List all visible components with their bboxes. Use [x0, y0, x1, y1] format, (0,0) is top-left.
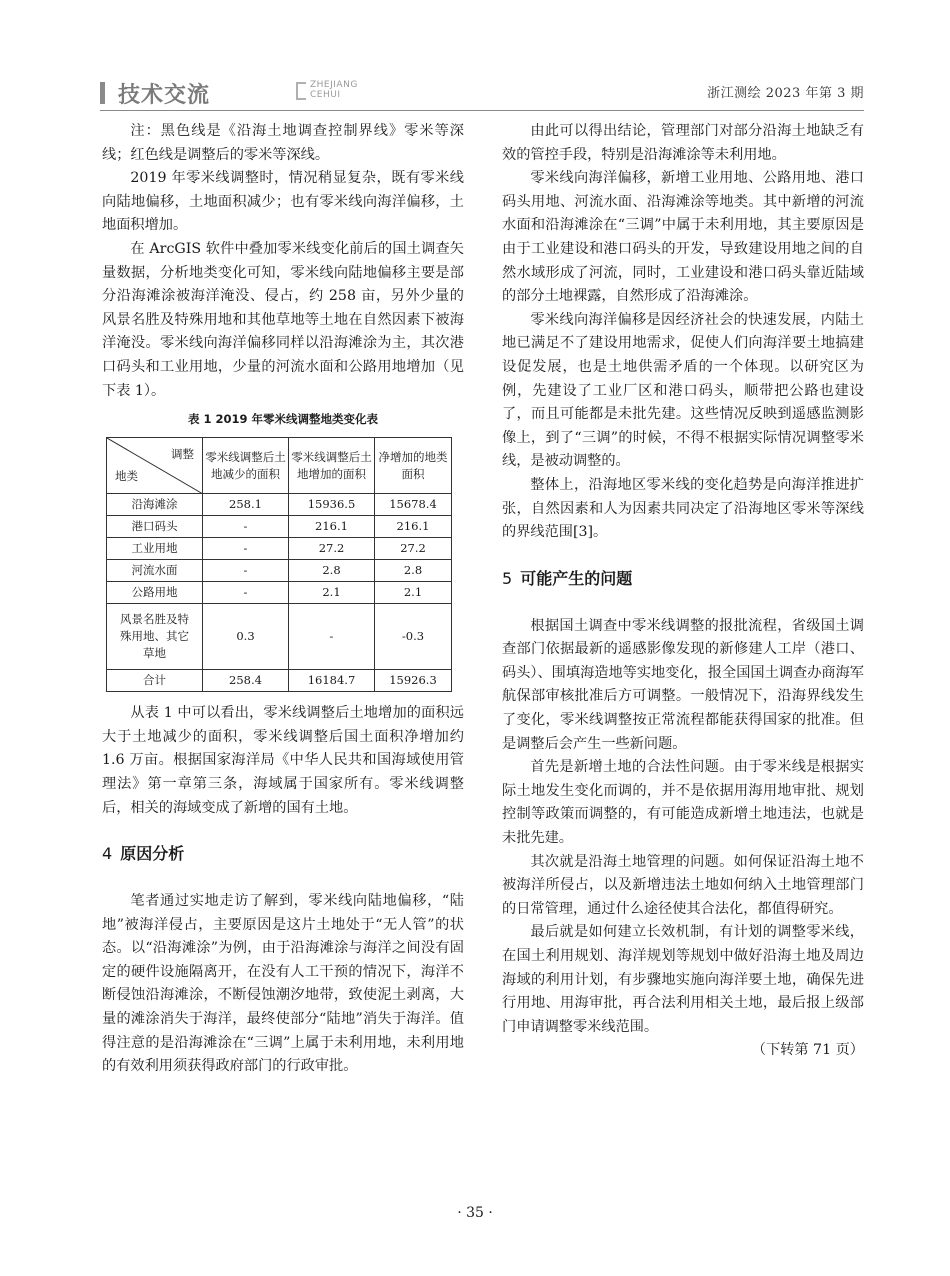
left-column — [102, 120, 464, 1079]
cell-land-type: 公路用地 — [107, 582, 203, 604]
paragraph: 其次就是沿海土地管理的问题。如何保证沿海土地不被海洋所侵占，以及新增违法土地如何纳入土地管理部门的日常管理，通过什么途径使其合法化，都值得研究。 — [502, 853, 864, 917]
cell-decrease: - — [203, 516, 289, 538]
cell-land-type: 沿海滩涂 — [107, 494, 203, 516]
column-title: 技术交流 — [118, 83, 211, 108]
cell-land-type: 河流水面 — [107, 560, 203, 582]
cell-land-type: 工业用地 — [107, 538, 203, 560]
cell-decrease: - — [203, 538, 289, 560]
cell-land-type: 风景名胜及特殊用地、其它草地 — [107, 604, 203, 670]
cell-increase: 15936.5 — [289, 494, 375, 516]
journal-logo — [310, 80, 358, 100]
cell-land-type: 合计 — [107, 670, 203, 692]
section-heading-4 — [102, 842, 464, 866]
table-row — [107, 560, 452, 582]
paragraph: 零米线向海洋偏移是因经济社会的快速发展，内陆土地已满足不了建设用地需求，促使人们向海洋要土地搞建设促发展，也是土地供需矛盾的一个体现。以研究区为例，先建设了工业厂区和港口码头，顺带把公路也建设了，而且可能都是未批先建。这些情况反映到遥感监测影像上，到了“三调”的时候，不得不根据实际情况调整零米线，是被动调整的。 — [502, 311, 864, 470]
cell-net: 216.1 — [375, 516, 452, 538]
table-corner-cell — [107, 438, 203, 494]
paragraph: 由此可以得出结论，管理部门对部分沿海土地缺乏有效的管控手段，特别是沿海滩涂等未利用地。 — [502, 123, 864, 163]
cell-decrease: - — [203, 582, 289, 604]
logo-bracket-icon — [296, 82, 306, 100]
paragraph: 零米线向海洋偏移，新增工业用地、公路用地、港口码头用地、河流水面、沿海滩涂等地类。其中新增的河流水面和沿海滩涂在“三调”中属于未利用地，其主要原因是由于工业建设和港口码头的开发，导致建设用地之间的自然水域形成了河流，同时，工业建设和港口码头靠近陆域的部分土地裸露，自然形成了沿海滩涂。 — [502, 170, 864, 305]
continued-note: （下转第 71 页） — [751, 1042, 864, 1059]
cell-net: 2.8 — [375, 560, 452, 582]
cell-increase: 27.2 — [289, 538, 375, 560]
paragraph: 根据国土调查中零米线调整的报批流程，省级国土调查部门依据最新的遥感影像发现的新修建人工岸（港口、码头）、围填海造地等实地变化，报全国国土调查办商海军航保部审核批准后方可调整。一般情况下，沿海界线发生了变化，零米线调整按正常流程都能获得国家的批准。但是调整后会产生一些新问题。 — [502, 617, 864, 752]
cell-net: 2.1 — [375, 582, 452, 604]
cell-decrease: 0.3 — [203, 604, 289, 670]
section-heading-5 — [502, 567, 864, 591]
page-number: · 35 · — [457, 1205, 493, 1221]
table-caption: 表 1 2019 年零米线调整地类变化表 — [187, 412, 379, 427]
paragraph: 在 ArcGIS 软件中叠加零米线变化前后的国土调查矢量数据，分析地类变化可知，零米线向陆地偏移主要是部分沿海滩涂被海洋淹没、侵占，约 258 亩，另外少量的风景名胜及特殊用地和其他草地等土地在自然因素下被海洋淹没。零米线向海洋偏移同样以沿海滩涂为主，其次港口码头和工业用地，少量的河流水面和公路用地增加（见下表 1）。 — [102, 240, 464, 399]
section-number: 5 — [502, 568, 513, 588]
paragraph: 首先是新增土地的合法性问题。由于零米线是根据实际土地发生变化而调的，并不是依据用海用地审批、规划控制等政策而调整的，有可能造成新增土地违法，也就是未批先建。 — [502, 759, 864, 847]
cell-decrease: 258.1 — [203, 494, 289, 516]
logo-line-2: CEHUI — [310, 90, 341, 100]
paragraph: 最后就是如何建立长效机制，有计划的调整零米线，在国土利用规划、海洋规划等规划中做好沿海土地及周边海域的利用计划，有步骤地实施向海洋要土地，确保先进行用地、用海审批，再合法利用相关土地，最后报上级部门申请调整零米线范围。 — [502, 924, 864, 1035]
paragraph: 2019 年零米线调整时，情况稍显复杂，既有零米线向陆地偏移，土地面积减少；也有零米线向海洋偏移，土地面积增加。 — [102, 170, 464, 234]
table-row — [107, 582, 452, 604]
cell-increase: 16184.7 — [289, 670, 375, 692]
corner-label-top: 调整 — [171, 447, 194, 462]
cell-net: -0.3 — [375, 604, 452, 670]
cell-increase: 216.1 — [289, 516, 375, 538]
cell-net: 15926.3 — [375, 670, 452, 692]
table-header-row — [107, 438, 452, 494]
cell-increase: - — [289, 604, 375, 670]
table-row — [107, 538, 452, 560]
paragraph: 笔者通过实地走访了解到，零米线向陆地偏移，“陆地”被海洋侵占，主要原因是这片土地处于“无人管”的状态。以“沿海滩涂”为例，由于沿海滩涂与海洋之间没有固定的硬件设施隔离开，在没有人工干预的情况下，海洋不断侵蚀沿海滩涂，不断侵蚀潮汐地带，致使泥土剥离，大量的滩涂消失于海洋，最终使部分“陆地”消失于海洋。值得注意的是沿海滩涂在“三调”上属于未利用地，未利用地的有效利用须获得政府部门的行政审批。 — [102, 893, 464, 1075]
header-accent-bar — [100, 82, 105, 104]
section-title: 原因分析 — [120, 844, 185, 864]
corner-label-bottom: 地类 — [115, 469, 138, 484]
column-header: 零米线调整后土地增加的面积 — [289, 438, 375, 494]
right-column — [502, 120, 864, 1063]
issue-info: 浙江测绘 2023 年第 3 期 — [707, 86, 864, 101]
cell-net: 27.2 — [375, 538, 452, 560]
header-divider — [100, 110, 864, 111]
cell-decrease: 258.4 — [203, 670, 289, 692]
cell-land-type: 港口码头 — [107, 516, 203, 538]
cell-net: 15678.4 — [375, 494, 452, 516]
cell-increase: 2.8 — [289, 560, 375, 582]
paragraph: 从表 1 中可以看出，零米线调整后土地增加的面积远大于土地减少的面积，零米线调整后国土面积净增加约 1.6 万亩。根据国家海洋局《中华人民共和国海域使用管理法》第一章第三条，海域属于国家所有。零米线调整后，相关的海域变成了新增的国有土地。 — [102, 705, 464, 816]
column-header: 零米线调整后土地减少的面积 — [203, 438, 289, 494]
section-number: 4 — [102, 844, 113, 864]
section-title: 可能产生的问题 — [520, 568, 633, 588]
table-row — [107, 494, 452, 516]
table-row — [107, 604, 452, 670]
figure-note: 注：黑色线是《沿海土地调查控制界线》零米等深线；红色线是调整后的零米等深线。 — [102, 123, 464, 163]
table-total-row — [107, 670, 452, 692]
paragraph: 整体上，沿海地区零米线的变化趋势是向海洋推进扩张，自然因素和人为因素共同决定了沿海地区零米等深线的界线范围[3]。 — [502, 476, 864, 541]
logo-line-1: ZHEJIANG — [310, 80, 358, 90]
cell-increase: 2.1 — [289, 582, 375, 604]
running-header — [100, 72, 864, 112]
column-header: 净增加的地类面积 — [375, 438, 452, 494]
cell-decrease: - — [203, 560, 289, 582]
land-change-table — [106, 437, 452, 692]
table-row — [107, 516, 452, 538]
